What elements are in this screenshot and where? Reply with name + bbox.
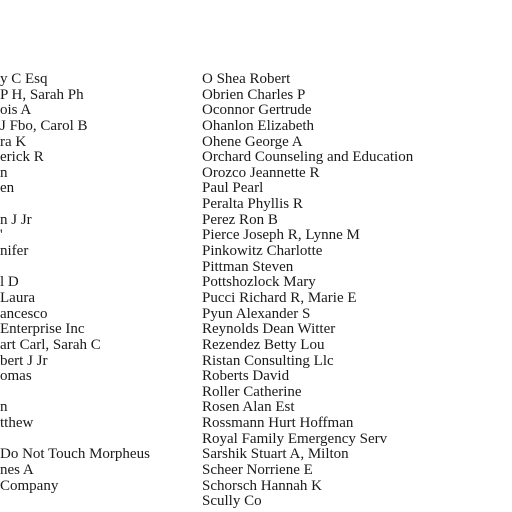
directory-entry: Orozco Jeannette R: [202, 165, 320, 181]
directory-entry: Sarshik Stuart A, Milton: [202, 447, 349, 463]
directory-entry: Pyun Alexander S: [202, 306, 311, 322]
directory-entry: tthew: [0, 416, 34, 432]
directory-entry: Roller Catherine: [202, 384, 302, 400]
directory-entry: l D: [0, 275, 19, 291]
right-name-column: [202, 72, 512, 510]
directory-entry: O Shea Robert: [202, 72, 291, 87]
directory-entry: Rossmann Hurt Hoffman: [202, 416, 354, 432]
directory-entry: en: [0, 181, 15, 197]
directory-entry: Rosen Alan Est: [202, 400, 295, 416]
directory-entry: omas: [0, 369, 32, 385]
directory-entry: nes A: [0, 463, 34, 479]
directory-entry: Reynolds Dean Witter: [202, 322, 336, 338]
directory-entry: ra K: [0, 134, 27, 150]
directory-entry: Schorsch Hannah K: [202, 478, 322, 494]
directory-entry: bert J Jr: [0, 353, 48, 369]
directory-entry: n: [0, 165, 8, 181]
directory-entry: Ohene George A: [202, 134, 303, 150]
directory-entry: Rezendez Betty Lou: [202, 337, 325, 353]
directory-entry: Oconnor Gertrude: [202, 103, 312, 119]
directory-entry: n: [0, 400, 8, 416]
directory-entry: Royal Family Emergency Serv: [202, 431, 388, 447]
directory-entry: art Carl, Sarah C: [0, 337, 101, 353]
directory-entry: ancesco: [0, 306, 48, 322]
directory-entry: Pucci Richard R, Marie E: [202, 290, 357, 306]
directory-entry: Roberts David: [202, 369, 290, 385]
directory-entry: [0, 385, 190, 401]
directory-entry: Scheer Norriene E: [202, 463, 313, 479]
directory-entry: Obrien Charles P: [202, 87, 306, 103]
directory-entry: erick R: [0, 150, 44, 166]
directory-entry: Pottshozlock Mary: [202, 275, 316, 291]
directory-entry: [0, 197, 190, 213]
directory-entry: ': [0, 228, 3, 244]
directory-entry: Ristan Consulting Llc: [202, 353, 334, 369]
directory-entry: Pinkowitz Charlotte: [202, 244, 323, 260]
directory-entry: Orchard Counseling and Education: [202, 150, 414, 166]
directory-entry: nifer: [0, 244, 29, 260]
directory-entry: Laura: [0, 290, 35, 306]
directory-entry: Scully Co: [202, 494, 262, 510]
directory-entry: Pierce Joseph R, Lynne M: [202, 228, 360, 244]
left-name-column: [0, 72, 190, 494]
directory-entry: Company: [0, 478, 59, 494]
directory-entry: y C Esq: [0, 72, 48, 87]
directory-entry: Pittman Steven: [202, 259, 294, 275]
directory-entry: J Fbo, Carol B: [0, 118, 88, 134]
directory-entry: [0, 260, 190, 276]
directory-entry: Do Not Touch Morpheus: [0, 447, 150, 463]
directory-entry: Peralta Phyllis R: [202, 197, 303, 213]
directory-entry: Perez Ron B: [202, 212, 278, 228]
directory-entry: [0, 432, 190, 448]
directory-entry: Ohanlon Elizabeth: [202, 118, 315, 134]
directory-entry: ois A: [0, 103, 32, 119]
directory-entry: n J Jr: [0, 212, 32, 228]
directory-entry: P H, Sarah Ph: [0, 87, 84, 103]
directory-entry: Paul Pearl: [202, 181, 264, 197]
directory-entry: Enterprise Inc: [0, 322, 85, 338]
